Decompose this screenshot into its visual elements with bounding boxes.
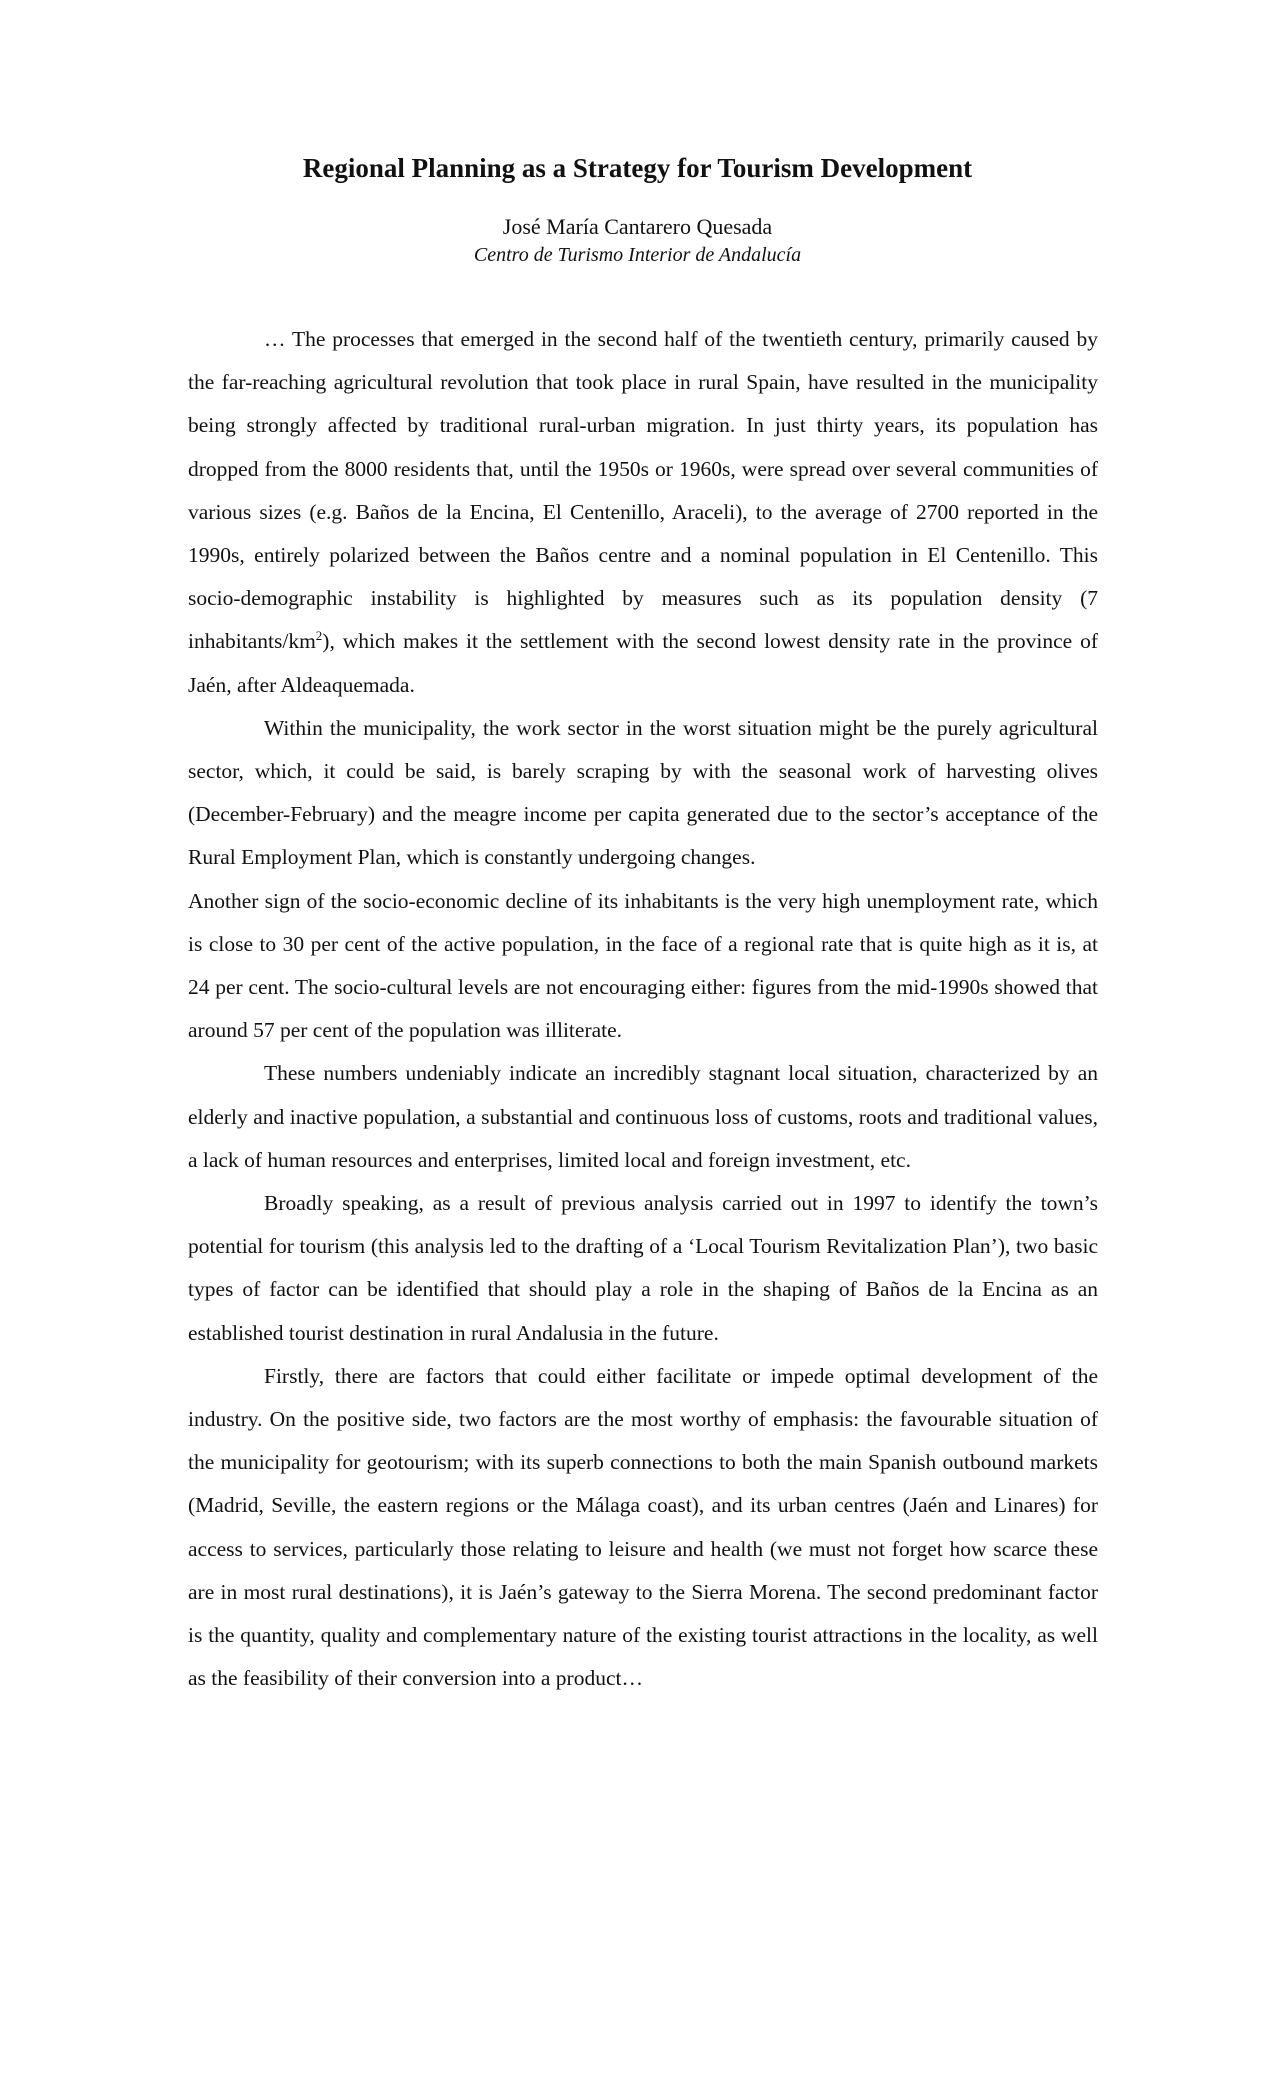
superscript-2: 2 (315, 628, 323, 644)
author-affiliation: Centro de Turismo Interior de Andalucía (473, 244, 802, 266)
paragraph-1-text-b: ), which makes it the settlement with the second lowest density rate in the province of Jaén, after Aldeaquemada. (188, 629, 1098, 697)
paragraph-1 (188, 318, 1098, 707)
paragraph-5: Broadly speaking, as a result of previous analysis carried out in 1997 to identify the town’s potential for tourism (this analysis led to the drafting of a ‘Local Tourism Revitalization Plan’), two basic types of factor can be identified that should play a role in the shaping of Baños de la Encina as an established tourist destination in rural Andalusia in the future. (188, 1191, 1098, 1345)
paragraph-4: These numbers undeniably indicate an incredibly stagnant local situation, characterized by an elderly and inactive population, a substantial and continuous loss of customs, roots and traditional values, a lack of human resources and enterprises, limited local and foreign investment, etc. (188, 1061, 1098, 1172)
paragraph-6: Firstly, there are factors that could either facilitate or impede optimal development of the industry. On the positive side, two factors are the most worthy of emphasis: the favourable situation of the municipality for geotourism; with its superb connections to both the main Spanish outbound markets (Madrid, Seville, the eastern regions or the Málaga coast), and its urban centres (Jaén and Linares) for access to services, particularly those relating to leisure and health (we must not forget how scarce these are in most rural destinations), it is Jaén’s gateway to the Sierra Morena. The second predominant factor is the quantity, quality and complementary nature of the existing tourist attractions in the locality, as well as the feasibility of their conversion into a product… (188, 1363, 1098, 1691)
document-title: Regional Planning as a Strategy for Tourism Development (302, 153, 973, 183)
document-body (188, 318, 1098, 1701)
paragraph-3: Another sign of the socio-economic decline of its inhabitants is the very high unemployment rate, which is close to 30 per cent of the active population, in the face of a regional rate that is quite high as it is, at 24 per cent. The socio-cultural levels are not encouraging either: figures from the mid-1990s showed that around 57 per cent of the population was illiterate. (188, 888, 1098, 1043)
author-name: José María Cantarero Quesada (502, 214, 773, 239)
paragraph-2: Within the municipality, the work sector in the worst situation might be the purely agricultural sector, which, it could be said, is barely scraping by with the seasonal work of harvesting olives (December-February) and the meagre income per capita generated due to the sector’s acceptance of the Rural Employment Plan, which is constantly undergoing changes. (188, 715, 1098, 870)
paragraph-1-text-a: … The processes that emerged in the second half of the twentieth century, primarily caused by the far-reaching agricultural revolution that took place in rural Spain, have resulted in the municipality being strongly affected by traditional rural-urban migration. In just thirty years, its population has dropped from the 8000 residents that, until the 1950s or 1960s, were spread over several communities of various sizes (e.g. Baños de la Encina, El Centenillo, Araceli), to the average of 2700 reported in the 1990s, entirely polarized between the Baños centre and a nominal population in El Centenillo. This socio-demographic instability is highlighted by measures such as its population density (7 inhabitants/km (188, 327, 1098, 654)
